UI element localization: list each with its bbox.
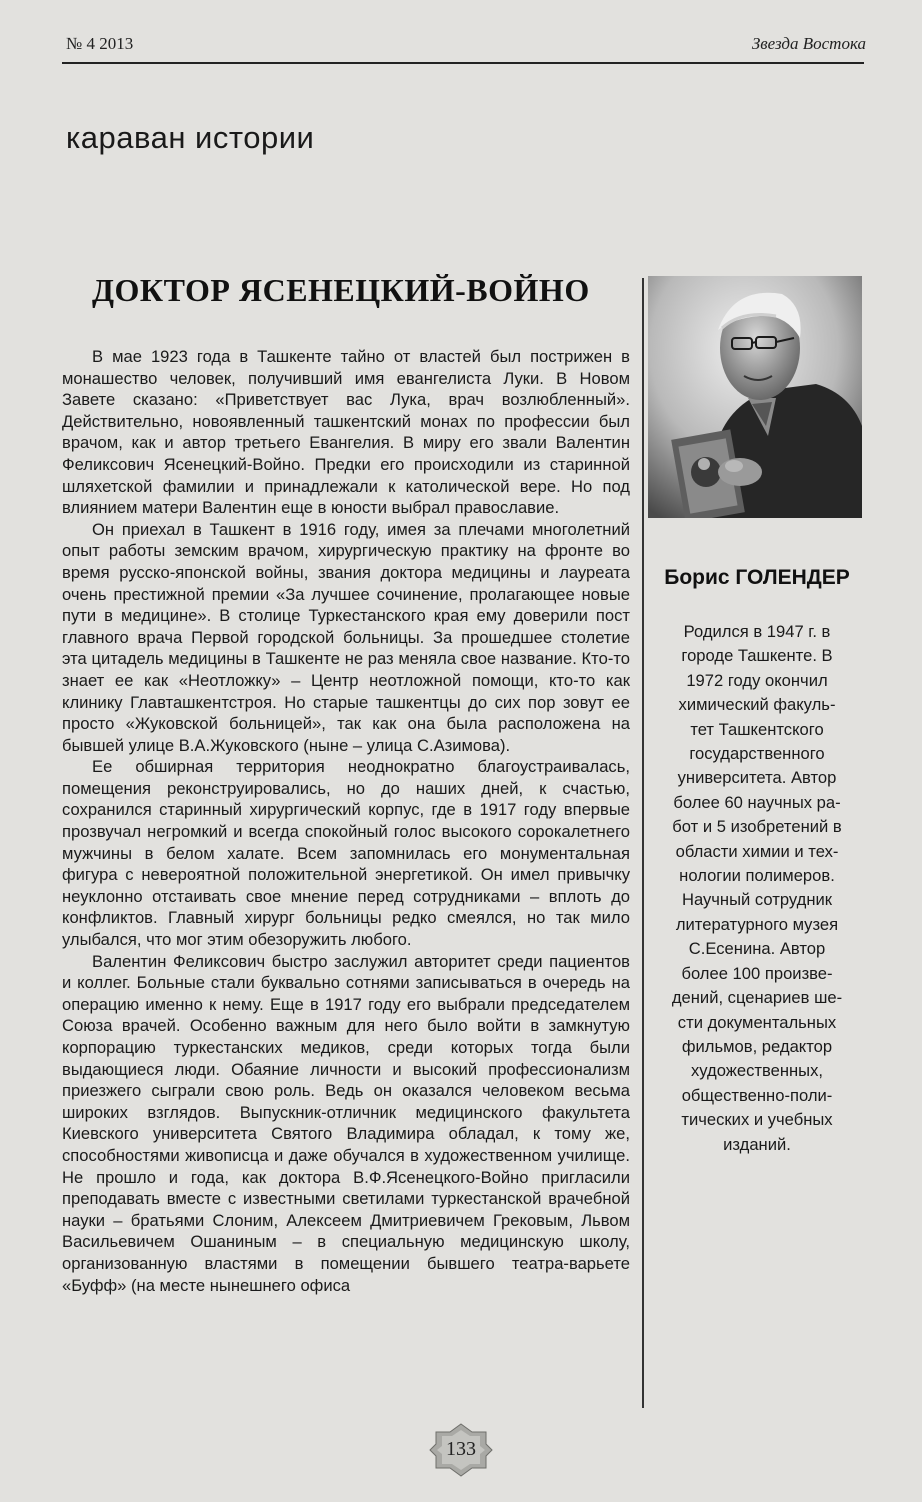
bio-line: изданий.: [723, 1134, 791, 1154]
header-rule: [62, 62, 864, 64]
article-paragraph: Он приехал в Ташкент в 1916 году, имея за плечами многолетний опыт работы земским врачом, хирургическую практику на фронте во время русско-японской войны, звания доктора медицины и лауреата очень престижной премии «За лучшее сочинение, пролагающее новые пути в медицине». В столице Туркестанского края ему доверили пост главного врача Первой городской больницы. За прошедшее столетие эта цитадель медицины в Ташкенте не раз меняла свое название. Кто-то знает ее как «Неотложку» – Центр неотложной помощи, кто-то как клинику Главташкентстроя. Но старые ташкентцы до сих пор зовут ее просто «Жуковской больницей», так как она была расположена на бывшей улице В.А.Жуковского (ныне – улица С.Азимова).: [62, 519, 630, 755]
author-name: Борис ГОЛЕНДЕР: [664, 566, 850, 589]
section-title: караван истории: [66, 120, 315, 155]
article-paragraph: Ее обширная территория неоднократно благоустраивалась, помещения реконструировались, но до наших дней, к счастью, сохранился старинный хирургический корпус, где в 1917 году впервые прозвучал негромкий и всегда спокойный голос высокого сорокалетнего мужчины в белом халате. Всем запомнилась его монументальная фигура с невероятной положительной энергетикой. Он имел привычку неуклонно отстаивать свое мнение перед сотрудниками – вплоть до конфликтов. Главный хирург больницы редко смеялся, но так мило улыбался, что мог этим обезоружить любого.: [62, 757, 630, 950]
article-body: [62, 346, 630, 1296]
author-photo-image: [648, 276, 862, 518]
bio-line: более 60 научных ра-: [673, 792, 841, 812]
author-bio: [650, 620, 864, 1157]
bio-line: сти документальных: [677, 1012, 837, 1032]
journal-name: Звезда Востока: [751, 34, 866, 53]
article-paragraph: В мае 1923 года в Ташкенте тайно от властей был пострижен в монашество человек, получивший имя евангелиста Луки. В Новом Завете сказано: «Приветствует вас Лука, врач возлюбленный». Действительно, новоявленный ташкентский монах по профессии был врачом, как и автор третьего Евангелия. В миру его звали Валентин Феликсович Ясенецкий-Войно. Предки его происходили из старинной шляхетской фамилии и принадлежали к католической вере. Но под влиянием матери Валентин еще в юности выбрал православие.: [62, 347, 630, 518]
bio-line: государственного: [689, 744, 825, 764]
bio-line: художественных,: [690, 1061, 823, 1081]
page-number-badge: [428, 1422, 494, 1478]
article-paragraph: Валентин Феликсович быстро заслужил авторитет среди пациентов и коллег. Больные стали буквально сотнями записываться в очередь на операцию именно к нему. Еще в 1917 году его выбрали председателем Союза врачей. Особенно важным для него было войти в замкнутую корпорацию туркестанских медиков, среди которых тогда были выдающиеся люди. Обаяние личности и высокий профессионализм приезжего сыграли свою роль. Ведь он оказался человеком весьма широких взглядов. Выпускник-отличник медицинского факультета Киевского университета Святого Владимира обладал, к тому же, способностями живописца и даже обучался в художественном училище. Не прошло и года, как доктора В.Ф.Ясенецкого-Войно пригласили преподавать вместе с известными светилами туркестанской врачебной науки – братьями Слоним, Алексеем Дмитриевичем Грековым, Львом Васильевичем Ошаниным – в специальную медицинскую школу, организованную властями в помещении бывшего театра-варьете «Буфф» (на месте нынешнего офиса: [62, 951, 630, 1295]
bio-line: более 100 произве-: [681, 963, 833, 983]
author-photo: [648, 276, 862, 518]
issue-number: № 4 2013: [66, 34, 134, 53]
bio-line: химический факуль-: [678, 695, 836, 715]
bio-line: тических и учебных: [681, 1110, 833, 1130]
bio-line: С.Есенина. Автор: [688, 939, 826, 959]
column-divider: [642, 278, 644, 1408]
bio-line: бот и 5 изобретений в: [672, 817, 842, 837]
bio-line: нологии полимеров.: [679, 866, 835, 886]
bio-line: тет Ташкентского: [690, 719, 824, 739]
bio-line: университета. Автор: [677, 768, 837, 788]
article-title: ДОКТОР ЯСЕНЕЦКИЙ-ВОЙНО: [92, 272, 590, 308]
bio-line: дений, сценариев ше-: [671, 988, 843, 1008]
bio-line: Родился в 1947 г. в: [683, 622, 831, 641]
bio-line: общественно-поли-: [681, 1085, 833, 1105]
bio-line: литературного музея: [675, 914, 839, 934]
bio-line: 1972 году окончил: [686, 670, 828, 690]
bio-line: Научный сотрудник: [681, 890, 833, 910]
bio-line: фильмов, редактор: [681, 1036, 833, 1056]
bio-line: городе Ташкенте. В: [681, 646, 833, 666]
bio-line: области химии и тех-: [675, 841, 839, 861]
page-number: 133: [446, 1438, 476, 1460]
